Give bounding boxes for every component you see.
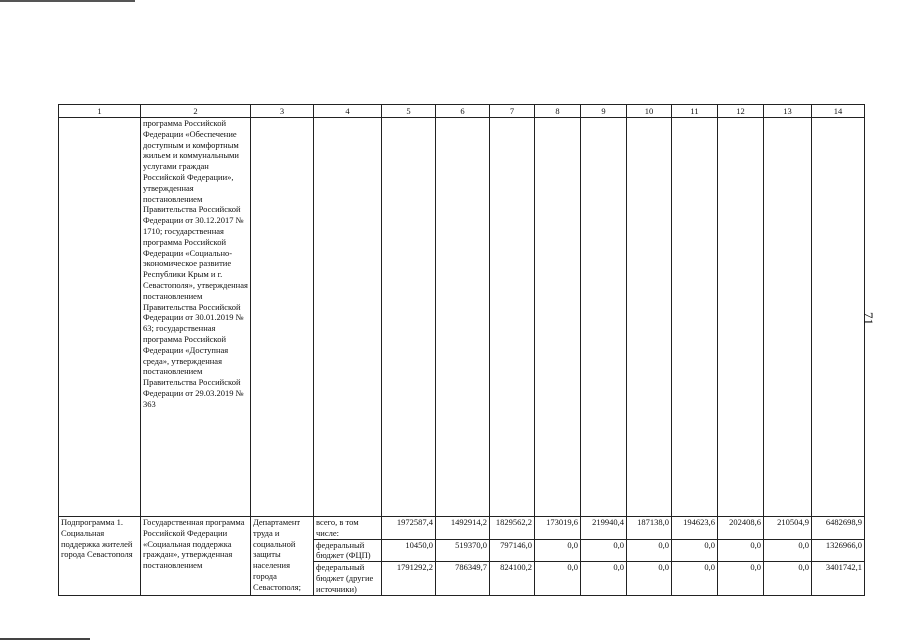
column-number: 12: [718, 105, 764, 118]
column-number: 4: [314, 105, 382, 118]
column-number: 8: [535, 105, 581, 118]
value-cell: 0,0: [581, 562, 627, 595]
empty-cell: [581, 118, 627, 517]
value-cell: 194623,6: [672, 517, 718, 540]
value-cell: 0,0: [672, 562, 718, 595]
value-cell: 219940,4: [581, 517, 627, 540]
responsible-executor-cell: Департамент труда и социальной защиты населения города Севастополя;: [251, 517, 314, 596]
column-number-row: [59, 105, 865, 118]
empty-cell: [764, 118, 812, 517]
empty-cell: [490, 118, 535, 517]
value-cell: 1492914,2: [436, 517, 490, 540]
funding-source-cell: федеральный бюджет (ФЦП): [314, 539, 382, 562]
empty-cell: [535, 118, 581, 517]
value-cell: 202408,6: [718, 517, 764, 540]
program-basis-cell: программа Российской Федерации «Обеспечение доступным и комфортным жильем и коммунальными услугами граждан Российской Федерации», утвержденная постановлением Правительства Российской Федерации от 30.12.2017 № 1710; государственная программа Российской Федерации «Социально-экономическое развитие Республики Крым и г. Севастополя», утвержденная постановлением Правительства Российской Федерации от 30.01.2019 № 63; государственная программа Российской Федерации «Доступная среда», утвержденная постановлением Правительства Российской Федерации от 29.03.2019 № 363: [141, 118, 251, 517]
empty-cell: [812, 118, 865, 517]
table-row: [59, 517, 865, 540]
value-cell: 0,0: [718, 562, 764, 595]
empty-cell: [718, 118, 764, 517]
empty-cell: [251, 118, 314, 517]
value-cell: 0,0: [764, 539, 812, 562]
column-number: 3: [251, 105, 314, 118]
value-cell: 0,0: [718, 539, 764, 562]
value-cell: 0,0: [764, 562, 812, 595]
budget-table: [58, 104, 865, 596]
column-number: 1: [59, 105, 141, 118]
empty-cell: [436, 118, 490, 517]
continued-row: [59, 118, 865, 517]
value-cell: 173019,6: [535, 517, 581, 540]
value-cell: 0,0: [627, 562, 672, 595]
value-cell: 10450,0: [382, 539, 436, 562]
value-cell: 797146,0: [490, 539, 535, 562]
value-cell: 0,0: [581, 539, 627, 562]
value-cell: 786349,7: [436, 562, 490, 595]
value-cell: 824100,2: [490, 562, 535, 595]
empty-cell: [382, 118, 436, 517]
column-number: 6: [436, 105, 490, 118]
empty-cell: [672, 118, 718, 517]
value-cell: 1791292,2: [382, 562, 436, 595]
value-cell: 1829562,2: [490, 517, 535, 540]
column-number: 2: [141, 105, 251, 118]
funding-source-cell: всего, в том числе:: [314, 517, 382, 540]
subprogram-name-cell: Подпрограмма 1. Социальная поддержка жителей города Севастополя: [59, 517, 141, 596]
value-cell: 3401742,1: [812, 562, 865, 595]
column-number: 9: [581, 105, 627, 118]
value-cell: 1326966,0: [812, 539, 865, 562]
column-number: 10: [627, 105, 672, 118]
value-cell: 0,0: [535, 562, 581, 595]
value-cell: 0,0: [672, 539, 718, 562]
column-number: 14: [812, 105, 865, 118]
subprogram-basis-cell: Государственная программа Российской Федерации «Социальная поддержка граждан», утвержденная постановлением: [141, 517, 251, 596]
empty-cell: [59, 118, 141, 517]
funding-source-cell: федеральный бюджет (другие источники): [314, 562, 382, 595]
value-cell: 187138,0: [627, 517, 672, 540]
column-number: 7: [490, 105, 535, 118]
column-number: 13: [764, 105, 812, 118]
value-cell: 519370,0: [436, 539, 490, 562]
value-cell: 210504,9: [764, 517, 812, 540]
top-scan-edge-line: [0, 0, 135, 2]
page-number: 71: [861, 312, 876, 325]
empty-cell: [627, 118, 672, 517]
empty-cell: [314, 118, 382, 517]
column-number: 11: [672, 105, 718, 118]
value-cell: 0,0: [627, 539, 672, 562]
value-cell: 6482698,9: [812, 517, 865, 540]
value-cell: 0,0: [535, 539, 581, 562]
column-number: 5: [382, 105, 436, 118]
value-cell: 1972587,4: [382, 517, 436, 540]
